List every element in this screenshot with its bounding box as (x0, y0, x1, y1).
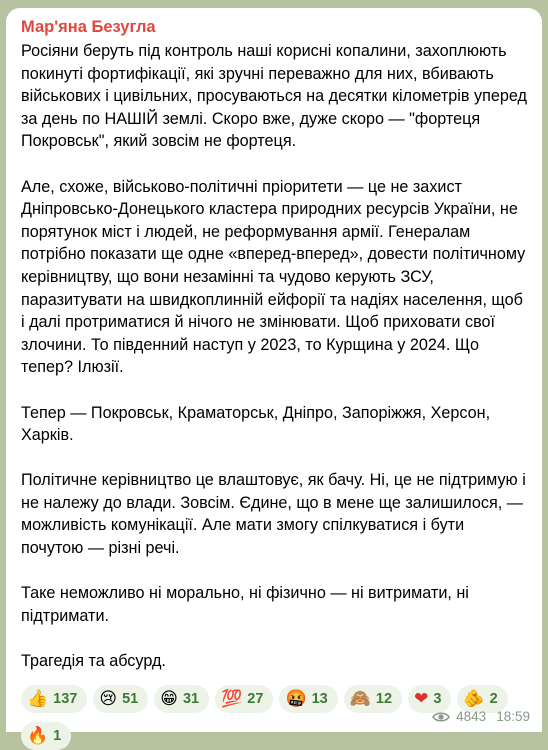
message-paragraph: Трагедія та абсурд. (21, 652, 166, 671)
eye-icon (432, 711, 450, 723)
message-paragraph: Але, схоже, військово-політичні пріоритети — це не захист Дніпровсько-Донецького кластера природних ресурсів України, не порятунок міст і людей, не реформування армії. Генералам потрібно показати ще одне «вперед-вперед», довести політичному керівництву, що вони незамінні та чудово керують ЗСУ, паразитувати на швидкоплинній ейфорії та надіях населення, щоб і далі протриматися й нічого не змінювати. Щоб приховати свої злочини. То південний наступ у 2023, то Курщина у 2024. Що тепер? Ілюзії. (21, 177, 526, 377)
crying-face-icon: 😢 (99, 688, 118, 709)
red-heart-icon: ❤ (414, 688, 429, 709)
message-meta (432, 709, 530, 724)
pointing-hand-icon: 🫵 (463, 688, 485, 709)
message-bubble[interactable] (6, 8, 542, 746)
reaction-count: 3 (433, 690, 442, 707)
reaction-count: 31 (182, 690, 200, 707)
reaction-count: 12 (375, 690, 393, 707)
sender-name[interactable]: Мар'яна Безугла (21, 18, 156, 36)
reaction-thumbs-up[interactable] (21, 685, 87, 713)
reaction-count: 137 (53, 690, 78, 707)
reaction-see-no-evil-monkey[interactable] (344, 685, 402, 713)
reaction-fire[interactable] (21, 722, 71, 750)
message-paragraph: Політичне керівництво це влаштовує, як бачу. Ні, це не підтримую і не належу до влади. Зовсім. Єдине, що в мене ще залишилося, — можливість комунікації. Але мати змогу спілкуватися і бути почутою — різні речі. (21, 471, 526, 558)
fire-icon: 🔥 (27, 725, 49, 746)
message-text (21, 40, 528, 673)
reaction-count: 27 (247, 690, 264, 707)
angry-face-icon: 🤬 (285, 688, 307, 709)
grinning-face-icon: 😁 (160, 688, 178, 709)
see-no-evil-monkey-icon: 🙈 (349, 688, 371, 709)
message-paragraph: Тепер — Покровськ, Краматорськ, Дніпро, Запоріжжя, Херсон, Харків. (21, 403, 491, 445)
reaction-count: 1 (53, 727, 62, 744)
message-paragraph: Росіяни беруть під контроль наші корисні копалини, захоплюють покинуті фортифікації, які зручні переважно для них, вбивають військових і цивільних, просуваються на десятки кілометрів уперед за день по НАШІЙ землі. Скоро вже, дуже скоро — "фортеця Покровськ", який зовсім не фортеця. (21, 42, 527, 151)
reaction-angry-face[interactable] (279, 685, 337, 713)
thumbs-up-icon: 👍 (27, 688, 49, 709)
reaction-count: 13 (311, 690, 328, 707)
reaction-hundred-points[interactable] (215, 685, 273, 713)
message-paragraph: Таке неможливо ні морально, ні фізично — ні витримати, ні підтримати. (21, 584, 469, 625)
reaction-count: 2 (489, 690, 498, 707)
hundred-points-icon: 💯 (221, 688, 243, 709)
view-count: 4843 (456, 709, 487, 724)
reaction-grinning-face[interactable] (154, 685, 209, 713)
reaction-count: 51 (122, 690, 139, 707)
reaction-crying-face[interactable] (93, 685, 148, 713)
message-time: 18:59 (496, 709, 530, 724)
